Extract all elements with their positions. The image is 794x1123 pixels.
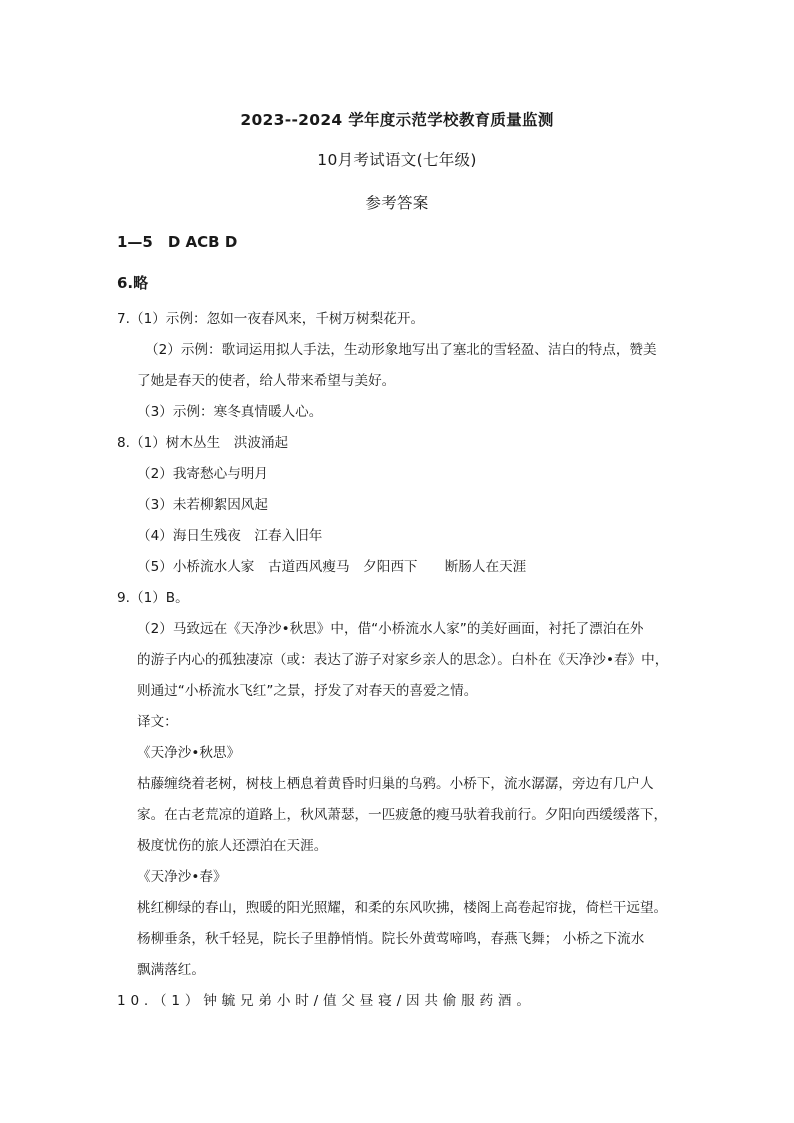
answer-8-line: （3）未若柳絮因风起 xyxy=(137,497,268,513)
translation-line: 家。在古老荒凉的道路上，秋风萧瑟，一匹疲惫的瘦马驮着我前行。夕阳向西缓缓落下， xyxy=(137,807,668,823)
exam-subtitle: 10月考试语文(七年级) xyxy=(317,151,477,169)
answer-8-line: （2）我寄愁心与明月 xyxy=(137,466,268,482)
translation-line: 飘满落红。 xyxy=(137,962,205,978)
answer-7-line: 7.（1）示例：忽如一夜春风来，千树万树梨花开。 xyxy=(117,311,425,327)
answer-8-line: （5）小桥流水人家 古道西风瘦马 夕阳西下 断肠人在天涯 xyxy=(137,559,527,575)
answer-6: 6.略 xyxy=(117,274,149,292)
answer-7-line: （3）示例：寒冬真情暖人心。 xyxy=(137,404,323,420)
translation-label: 译文： xyxy=(137,714,178,730)
answer-key-heading: 参考答案 xyxy=(365,194,429,212)
answer-7-line: 了她是春天的使者，给人带来希望与美好。 xyxy=(137,373,396,389)
exam-title: 2023--2024 学年度示范学校教育质量监测 xyxy=(240,111,554,129)
answer-8-line: （4）海日生残夜 江春入旧年 xyxy=(137,528,323,544)
answers-1-5: 1—5 D ACB D xyxy=(117,233,238,251)
answer-9-line: 9.（1）B。 xyxy=(117,590,189,606)
poem-title-qiusi: 《天净沙•秋思》 xyxy=(137,745,241,761)
translation-line: 极度忧伤的旅人还漂泊在天涯。 xyxy=(137,838,328,854)
translation-line: 桃红柳绿的春山，煦暖的阳光照耀，和柔的东风吹拂，楼阁上高卷起帘拢，倚栏干远望。 xyxy=(137,900,668,916)
answer-9-line: 的游子内心的孤独凄凉（或：表达了游子对家乡亲人的思念）。白朴在《天净沙•春》中， xyxy=(137,652,669,668)
answer-8-line: 8.（1）树木丛生 洪波涌起 xyxy=(117,435,289,451)
answer-9-line: 则通过“小桥流水飞红”之景，抒发了对春天的喜爱之情。 xyxy=(137,683,478,699)
answer-9-line: （2）马致远在《天净沙•秋思》中，借“小桥流水人家”的美好画面，衬托了漂泊在外 xyxy=(137,621,644,637)
answer-7-line: （2）示例：歌词运用拟人手法，生动形象地写出了塞北的雪轻盈、洁白的特点，赞美 xyxy=(145,342,657,358)
answer-10-line: 10.（1）钟毓兄弟小时/值父昼寝/因共偷服药酒。 xyxy=(117,993,535,1009)
translation-line: 枯藤缠绕着老树，树枝上栖息着黄昏时归巢的乌鸦。小桥下，流水潺潺，旁边有几户人 xyxy=(137,776,654,792)
poem-title-chun: 《天净沙•春》 xyxy=(137,869,227,885)
translation-line: 杨柳垂条，秋千轻晃，院长子里静悄悄。院长外黄莺啼鸣，春燕飞舞； 小桥之下流水 xyxy=(137,931,645,947)
